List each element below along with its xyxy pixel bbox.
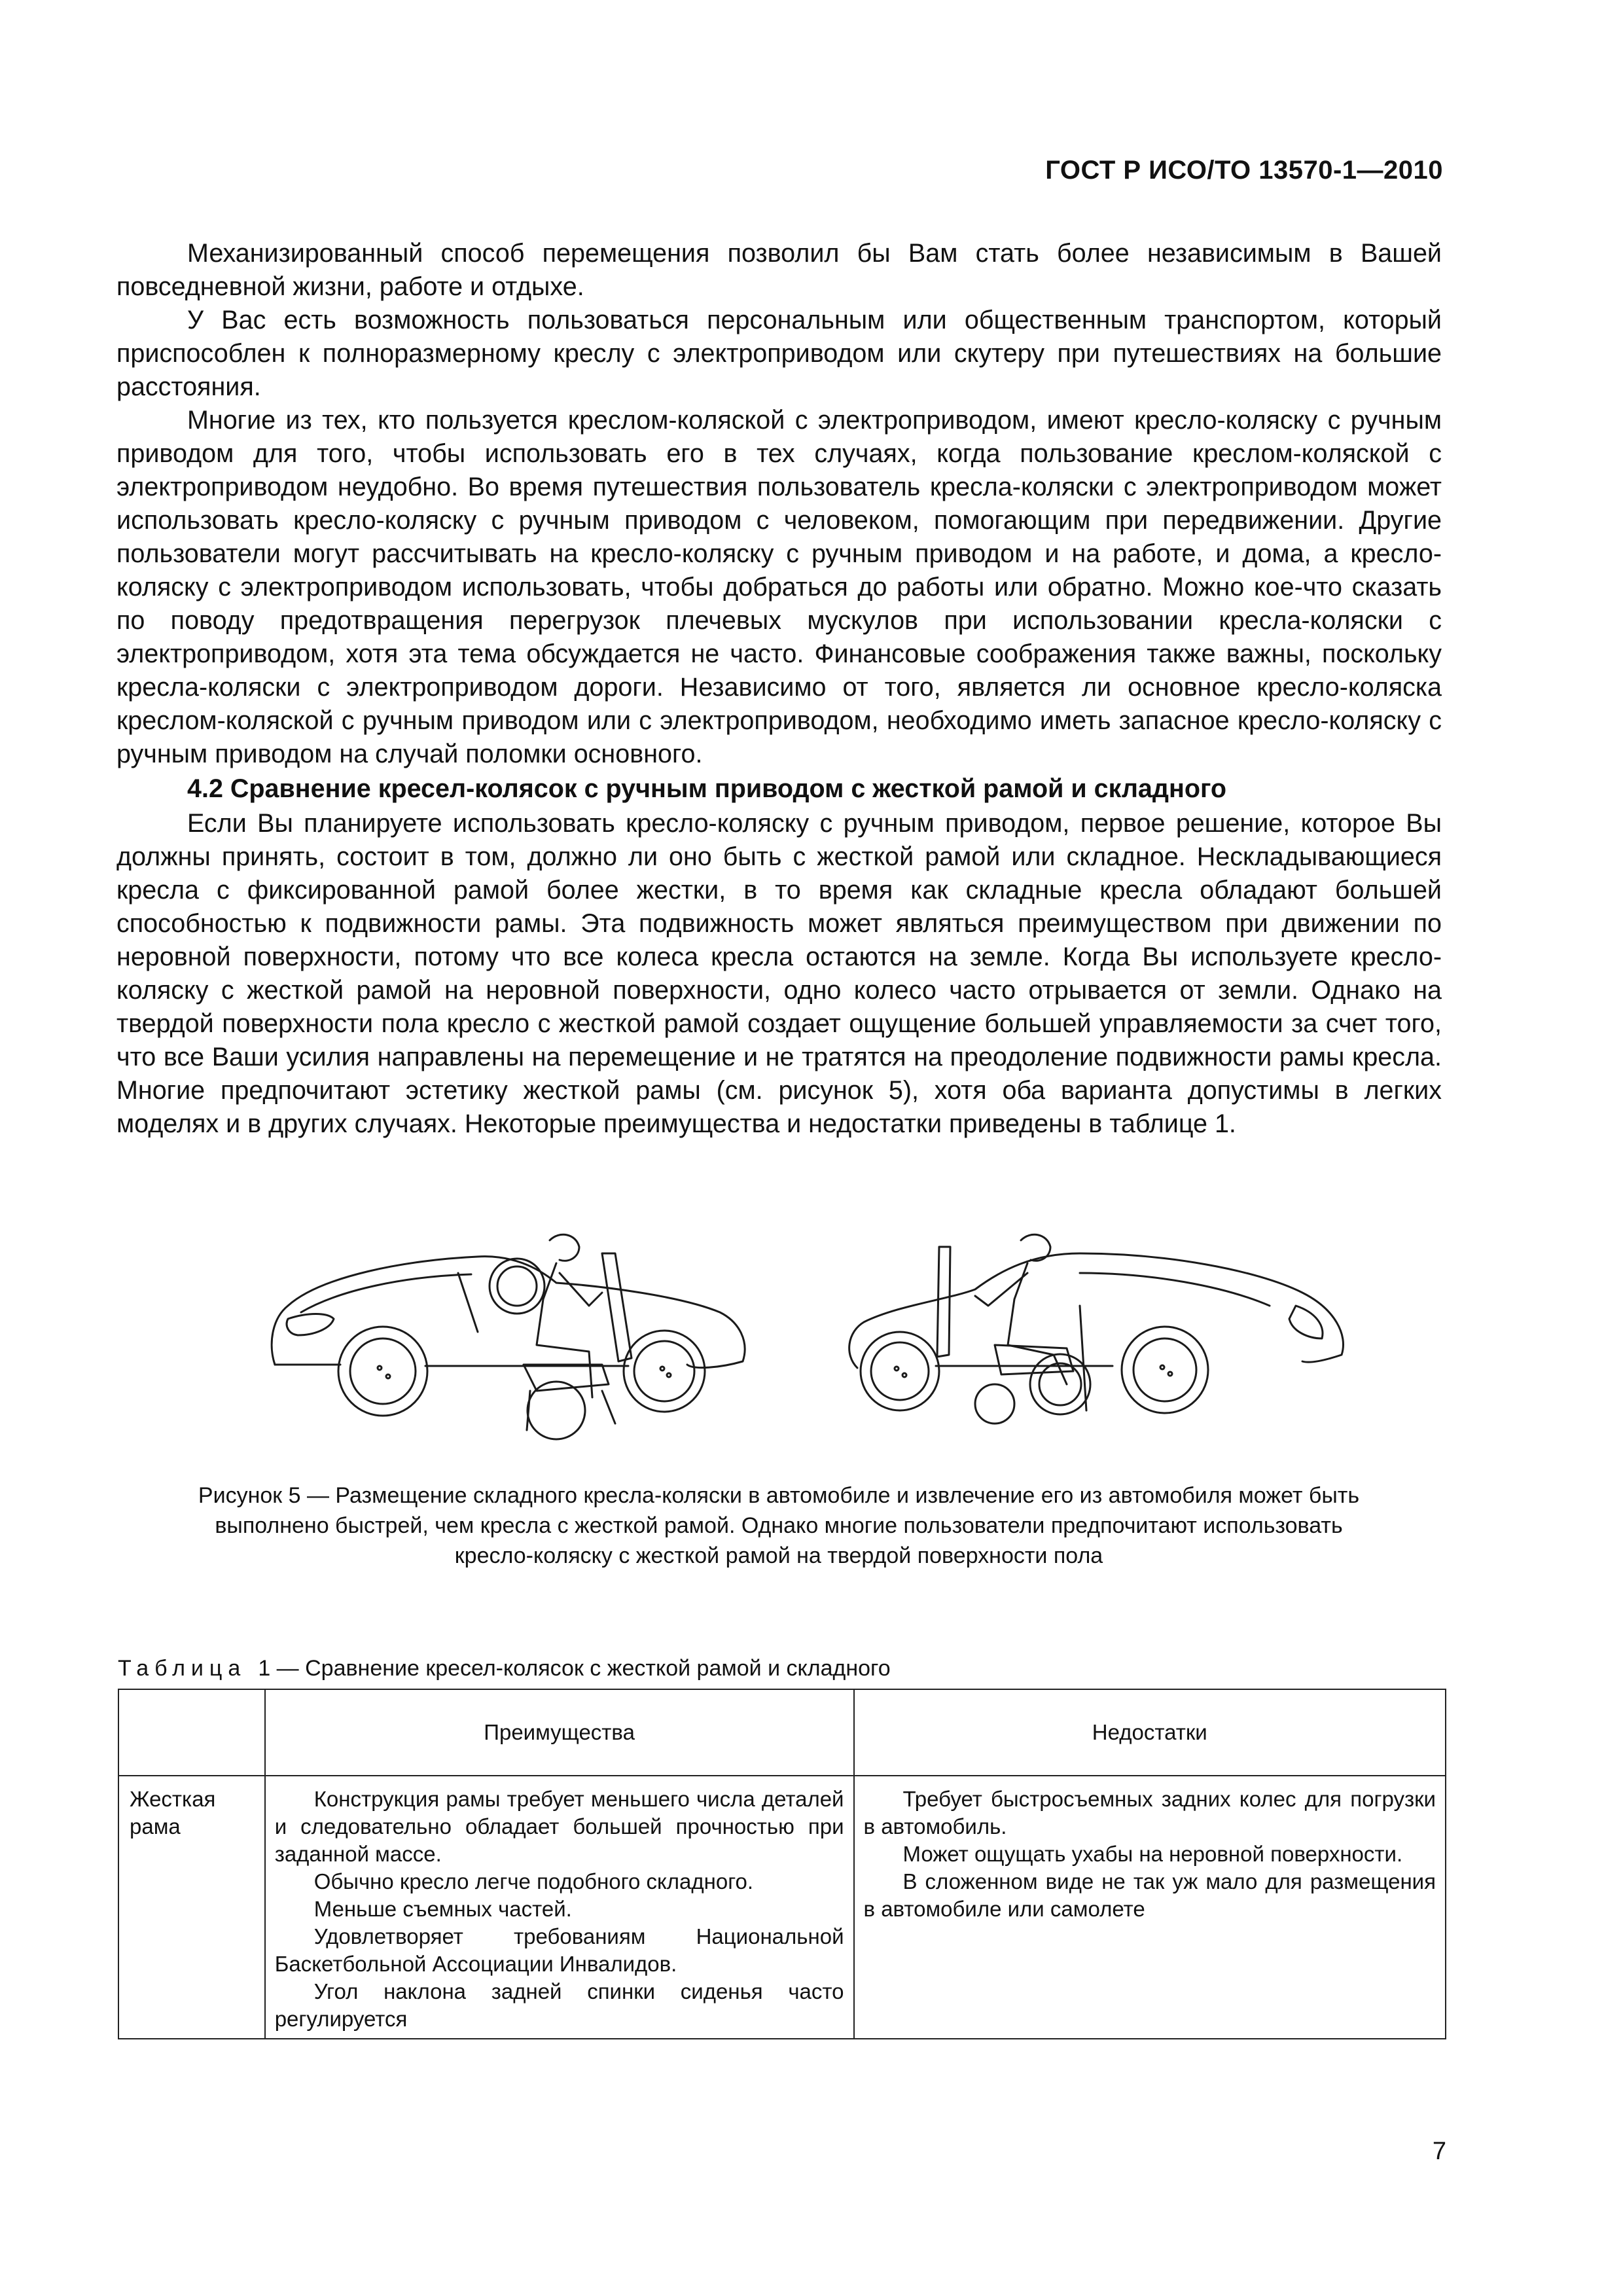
table-title [118, 1656, 891, 1681]
body-text [116, 237, 1442, 1141]
advantage-item: Меньше съемных частей. [313, 1897, 572, 1921]
table-row [118, 1776, 1446, 2039]
caption-line: Рисунок 5 — Размещение складного кресла-коляски в автомобиле и извлечение его из автомобиля может быть [198, 1483, 1360, 1508]
paragraph: Механизированный способ перемещения позволил бы Вам стать более независимым в Вашей повседневной жизни, работе и отдыхе. [116, 239, 1442, 301]
table-title-text: 1 — Сравнение кресел-колясок с жесткой рамой и складного [258, 1656, 891, 1681]
paragraph: Многие из тех, кто пользуется креслом-коляской с электроприводом, имеют кресло-коляску с ручным приводом для того, чтобы использовать его в тех случаях, когда пользование креслом-коляской с электроприводом неудобно. Во время путешествия пользователь кресла-коляски с электроприводом может использовать кресло-коляску с ручным приводом с человеком, помогающим при передвижении. Другие пользователи могут рассчитывать на кресло-коляску с ручным приводом и на работе, и дома, а кресло-коляску с электроприводом использовать, чтобы добраться до работы или обратно. Можно кое-что сказать по поводу предотвращения перегрузок плечевых мускулов при использовании кресла-коляски с электроприводом, хотя эта тема обсуждается не часто. Финансовые соображения также важны, поскольку кресла-коляски с электроприводом дороги. Независимо от того, является ли основное кресло-коляска креслом-коляской с ручным приводом или с электроприводом, необходимо иметь запасное кресло-коляску с ручным приводом на случай поломки основного. [116, 406, 1442, 768]
figure-caption [118, 1480, 1440, 1571]
advantages-cell [265, 1776, 854, 2039]
table-header-advantages: Преимущества [265, 1689, 854, 1776]
advantage-item: Конструкция рамы требует меньшего числа деталей и следовательно обладает большей прочностью при заданной массе. [274, 1787, 844, 1866]
figure-5-illustration [262, 1214, 1355, 1463]
table-header-disadvantages: Недостатки [854, 1689, 1446, 1776]
section-heading: 4.2 Сравнение кресел-колясок с ручным приводом с жесткой рамой и складного [187, 774, 1227, 803]
comparison-table [118, 1689, 1446, 2039]
page-number: 7 [1432, 2138, 1446, 2165]
advantage-item: Обычно кресло легче подобного складного. [313, 1869, 754, 1893]
table-header-empty [118, 1689, 265, 1776]
disadvantage-item: В сложенном виде не так уж мало для размещения в автомобиле или самолете [863, 1869, 1436, 1921]
caption-line: кресло-коляску с жесткой рамой на твердой поверхности пола [454, 1543, 1103, 1568]
car-right-illustration [849, 1234, 1344, 1424]
row-label-cell [118, 1776, 265, 2039]
table-header-row [118, 1689, 1446, 1776]
disadvantages-cell [854, 1776, 1446, 2039]
advantage-item: Удовлетворяет требованиям Национальной Баскетбольной Ассоциации Инвалидов. [274, 1924, 844, 1976]
disadvantage-item: Требует быстросъемных задних колес для погрузки в автомобиль. [863, 1787, 1436, 1839]
caption-line: выполнено быстрей, чем кресла с жесткой рамой. Однако многие пользователи предпочитают использовать [215, 1513, 1343, 1538]
paragraph: Если Вы планируете использовать кресло-коляску с ручным приводом, первое решение, которое Вы должны принять, состоит в том, должно ли оно быть с жесткой рамой или складное. Нескладывающиеся кресла с фиксированной рамой более жестки, в то время как складные кресла обладают большей способностью к подвижности рамы. Эта подвижность может являться преимуществом при движении по неровной поверхности, потому что все колеса кресла остаются на земле. Когда Вы используете кресло-коляску с жесткой рамой на неровной поверхности, одно колесо часто отрывается от земли. Однако на твердой поверхности пола кресло с жесткой рамой создает ощущение большей управляемости за счет того, что все Ваши усилия направлены на перемещение и не тратятся на преодоление подвижности рамы кресла. Многие предпочитают эстетику жесткой рамы (см. рисунок 5), хотя оба варианта допустимы в легких моделях и в других случаях. Некоторые преимущества и недостатки приведены в таблице 1. [116, 809, 1442, 1138]
disadvantage-item: Может ощущать ухабы на неровной поверхности. [902, 1842, 1403, 1866]
standard-header: ГОСТ Р ИСО/ТО 13570-1—2010 [1045, 156, 1443, 185]
table-title-label: Таблица [118, 1656, 247, 1681]
row-label: Жесткая рама [130, 1787, 216, 1839]
car-left-illustration [272, 1234, 745, 1439]
advantage-item: Угол наклона задней спинки сиденья часто регулируется [274, 1979, 844, 2031]
paragraph: У Вас есть возможность пользоваться персональным или общественным транспортом, который приспособлен к полноразмерному креслу с электроприводом или скутеру при путешествиях на большие расстояния. [116, 306, 1442, 401]
